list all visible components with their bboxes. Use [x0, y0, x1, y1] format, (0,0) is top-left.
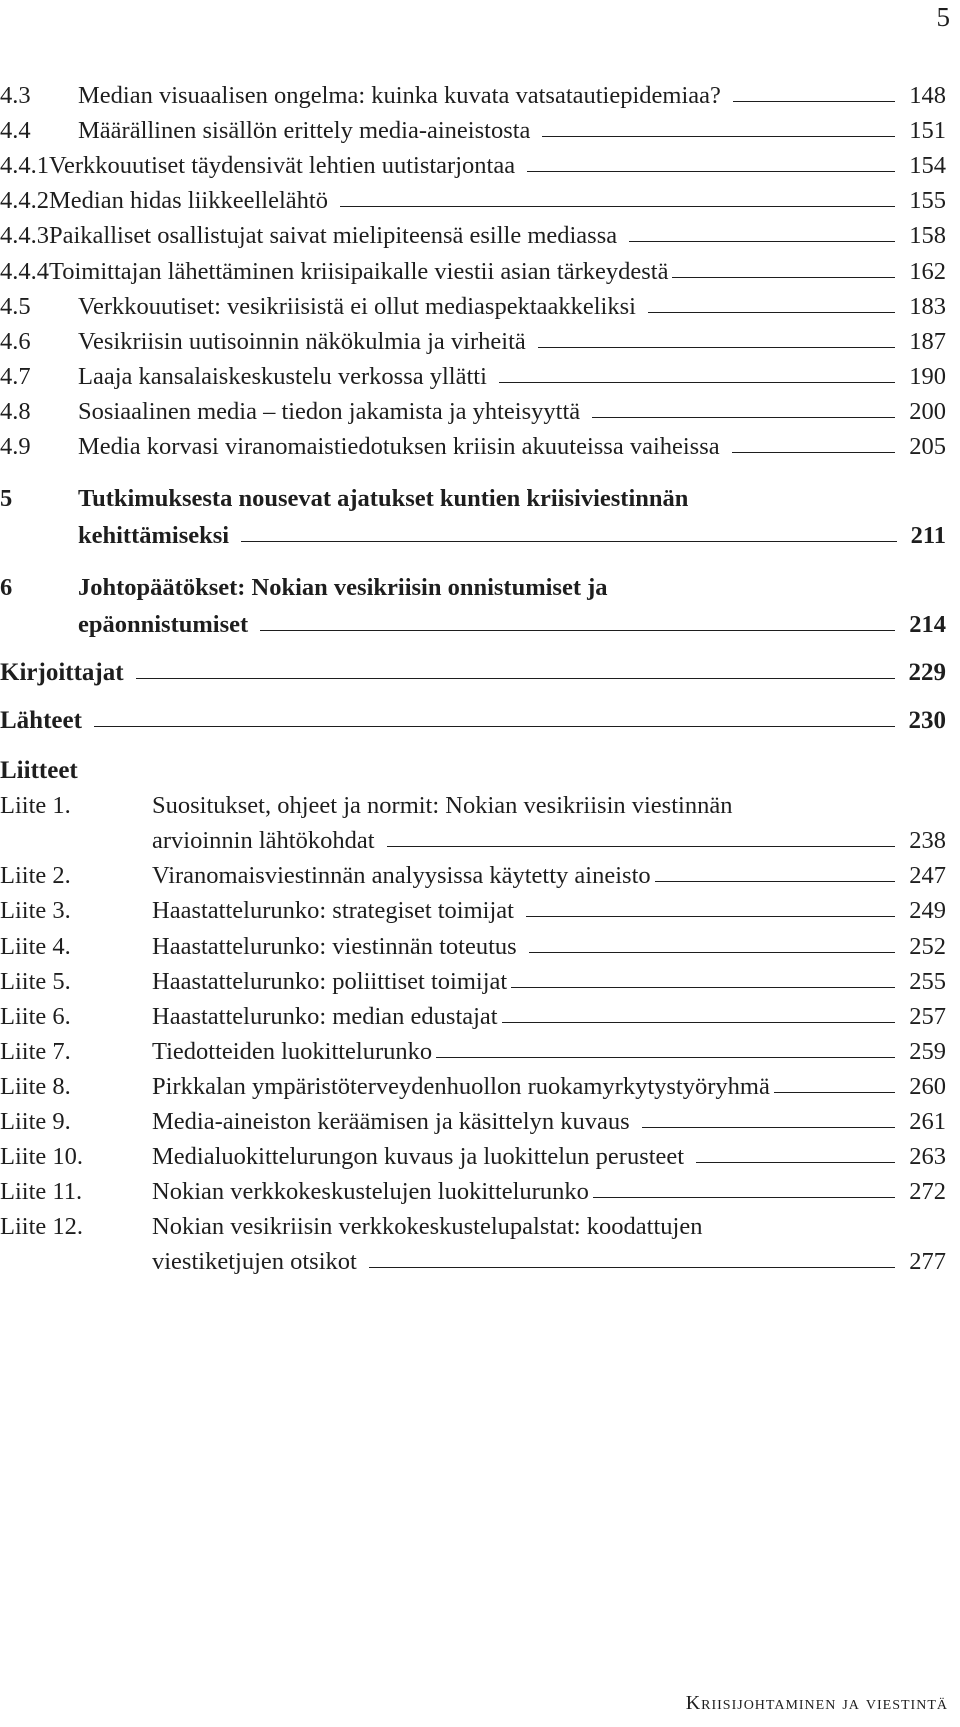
leader-line — [733, 101, 895, 102]
appendix-label: Liite 1. — [0, 792, 71, 820]
appendix-label: Liite 9. — [0, 1107, 71, 1135]
leader-line — [655, 881, 896, 882]
appendices-heading: Liitteet — [0, 757, 78, 785]
toc-appendix-11[interactable] — [0, 1171, 946, 1206]
entry-title: Median visuaalisen ongelma: kuinka kuvata vatsatautiepidemiaa? — [78, 82, 721, 110]
entry-number: 4.3 — [0, 82, 31, 110]
entry-page: 148 — [909, 82, 946, 110]
appendix-label: Liite 4. — [0, 932, 71, 960]
running-footer: Kriisijohtaminen ja viestintä — [685, 1692, 948, 1714]
entry-title: Lähteet — [0, 707, 82, 735]
entry-page: 214 — [909, 611, 946, 639]
leader-line — [260, 630, 895, 631]
toc-appendix-5[interactable] — [0, 961, 946, 996]
toc-entry-4-8[interactable] — [0, 391, 946, 426]
appendix-title: Haastattelurunko: poliittiset toimijat — [152, 967, 508, 995]
entry-page: 257 — [909, 1002, 946, 1030]
appendix-title: Haastattelurunko: viestinnän toteutus — [152, 932, 517, 960]
entry-page: 151 — [909, 117, 946, 145]
chapter-title-line1: Johtopäätökset: Nokian vesikriisin onnistumiset ja — [78, 574, 608, 602]
entry-page: 255 — [909, 967, 946, 995]
leader-line — [241, 541, 897, 542]
toc-entry-4-4-2[interactable] — [0, 180, 946, 215]
chapter-title-line2: epäonnistumiset — [78, 611, 249, 639]
appendix-title-line1: Nokian vesikriisin verkkokeskustelupalstat: koodattujen — [152, 1213, 703, 1241]
entry-number: 4.4.4 — [0, 257, 49, 285]
entry-title: Verkkouutiset täydensivät lehtien uutistarjontaa — [49, 152, 516, 180]
appendix-label: Liite 2. — [0, 862, 71, 890]
toc-entry-4-5[interactable] — [0, 286, 946, 321]
toc-entry-4-9[interactable] — [0, 426, 946, 461]
appendix-title: Haastattelurunko: median edustajat — [152, 1002, 498, 1030]
entry-title: Laaja kansalaiskeskustelu verkossa yllätti — [78, 362, 487, 390]
appendix-label: Liite 5. — [0, 967, 71, 995]
toc-appendix-12[interactable] — [0, 1206, 946, 1276]
toc-chapter-6[interactable] — [0, 562, 946, 639]
leader-line — [696, 1162, 895, 1163]
entry-page: 249 — [909, 897, 946, 925]
entry-page: 263 — [909, 1143, 946, 1171]
chapter-title-line2: kehittämiseksi — [78, 522, 230, 550]
entry-page: 162 — [909, 257, 946, 285]
entry-title: Määrällinen sisällön erittely media-aineistosta — [78, 117, 531, 145]
appendix-label: Liite 6. — [0, 1002, 71, 1030]
appendix-label: Liite 7. — [0, 1037, 71, 1065]
toc-entry-lahteet[interactable] — [0, 687, 946, 735]
toc-entry-4-7[interactable] — [0, 356, 946, 391]
appendix-label: Liite 10. — [0, 1143, 84, 1171]
appendix-title-line2: arvioinnin lähtökohdat — [152, 827, 375, 855]
entry-number: 4.8 — [0, 397, 31, 425]
toc-appendix-4[interactable] — [0, 925, 946, 960]
leader-line — [511, 987, 895, 988]
chapter-number: 5 — [0, 485, 13, 513]
leader-line — [369, 1267, 895, 1268]
entry-page: 187 — [909, 327, 946, 355]
entry-page: 158 — [909, 222, 946, 250]
toc-appendix-2[interactable] — [0, 855, 946, 890]
toc-appendix-10[interactable] — [0, 1136, 946, 1171]
entry-page: 155 — [909, 187, 946, 215]
entry-title: Kirjoittajat — [0, 659, 124, 687]
leader-line — [502, 1022, 896, 1023]
entry-number: 4.9 — [0, 433, 31, 461]
toc-entry-4-4[interactable] — [0, 110, 946, 145]
entry-number: 4.7 — [0, 362, 31, 390]
leader-line — [527, 171, 895, 172]
entry-page: 247 — [909, 862, 946, 890]
entry-page: 230 — [908, 707, 946, 735]
leader-line — [593, 1197, 895, 1198]
appendix-label: Liite 11. — [0, 1178, 83, 1206]
toc-chapter-5[interactable] — [0, 473, 946, 550]
leader-line — [672, 277, 895, 278]
entry-page: 211 — [910, 522, 946, 550]
entry-page: 229 — [908, 659, 946, 687]
toc-entry-4-4-1[interactable] — [0, 145, 946, 180]
entry-number: 4.4 — [0, 117, 31, 145]
entry-page: 260 — [909, 1072, 946, 1100]
leader-line — [774, 1092, 895, 1093]
toc-entry-4-4-4[interactable] — [0, 250, 946, 285]
toc-appendix-1[interactable] — [0, 785, 946, 855]
appendix-label: Liite 3. — [0, 897, 71, 925]
entry-page: 252 — [909, 932, 946, 960]
entry-page: 259 — [909, 1037, 946, 1065]
entry-title: Paikalliset osallistujat saivat mielipiteensä esille mediassa — [49, 222, 618, 250]
leader-line — [94, 726, 895, 727]
entry-number: 4.4.1 — [0, 152, 49, 180]
chapter-number: 6 — [0, 574, 13, 602]
entry-number: 4.4.3 — [0, 222, 49, 250]
leader-line — [542, 136, 895, 137]
leader-line — [340, 206, 895, 207]
leader-line — [642, 1127, 896, 1128]
toc-appendix-7[interactable] — [0, 1031, 946, 1066]
entry-title: Toimittajan lähettäminen kriisipaikalle viestii asian tärkeydestä — [49, 257, 669, 285]
appendix-title: Tiedotteiden luokittelurunko — [152, 1037, 433, 1065]
entry-title: Vesikriisin uutisoinnin näkökulmia ja virheitä — [78, 327, 526, 355]
leader-line — [732, 452, 896, 453]
entry-page: 277 — [909, 1248, 946, 1276]
leader-line — [529, 952, 896, 953]
leader-line — [592, 417, 895, 418]
toc-appendix-9[interactable] — [0, 1101, 946, 1136]
chapter-title-line1: Tutkimuksesta nousevat ajatukset kuntien kriisiviestinnän — [78, 485, 689, 513]
entry-number: 4.5 — [0, 292, 31, 320]
entry-page: 154 — [909, 152, 946, 180]
entry-number: 4.4.2 — [0, 187, 49, 215]
entry-page: 190 — [909, 362, 946, 390]
leader-line — [136, 678, 895, 679]
toc-entry-kirjoittajat[interactable] — [0, 639, 946, 687]
entry-page: 205 — [909, 433, 946, 461]
entry-title: Sosiaalinen media – tiedon jakamista ja yhteisyyttä — [78, 397, 581, 425]
leader-line — [526, 916, 895, 917]
toc-appendix-8[interactable] — [0, 1066, 946, 1101]
leader-line — [629, 241, 895, 242]
appendix-title: Viranomaisviestinnän analyysissa käytetty aineisto — [152, 862, 651, 890]
entry-page: 272 — [909, 1178, 946, 1206]
appendix-title-line1: Suositukset, ohjeet ja normit: Nokian vesikriisin viestinnän — [152, 792, 733, 820]
entry-page: 200 — [909, 397, 946, 425]
appendix-title: Nokian verkkokeskustelujen luokittelurunko — [152, 1178, 589, 1206]
entry-title: Median hidas liikkeellelähtö — [49, 187, 328, 215]
leader-line — [387, 846, 896, 847]
entry-number: 4.6 — [0, 327, 31, 355]
appendix-title: Media-aineiston keräämisen ja käsittelyn kuvaus — [152, 1107, 630, 1135]
page-number: 5 — [936, 2, 950, 32]
entry-title: Verkkouutiset: vesikriisistä ei ollut mediaspektaakkeliksi — [78, 292, 636, 320]
toc-entry-4-4-3[interactable] — [0, 215, 946, 250]
appendix-title-line2: viestiketjujen otsikot — [152, 1248, 357, 1276]
entry-page: 238 — [909, 827, 946, 855]
appendix-label: Liite 8. — [0, 1072, 71, 1100]
leader-line — [538, 347, 896, 348]
appendix-title: Medialuokittelurungon kuvaus ja luokittelun perusteet — [152, 1143, 685, 1171]
toc-entry-4-6[interactable] — [0, 321, 946, 356]
leader-line — [648, 312, 895, 313]
toc-appendix-6[interactable] — [0, 996, 946, 1031]
appendix-label: Liite 12. — [0, 1213, 84, 1241]
table-of-contents — [0, 75, 946, 1276]
appendix-title: Haastattelurunko: strategiset toimijat — [152, 897, 514, 925]
leader-line — [436, 1057, 895, 1058]
entry-title: Media korvasi viranomaistiedotuksen kriisin akuuteissa vaiheissa — [78, 433, 720, 461]
appendix-title: Pirkkalan ympäristöterveydenhuollon ruokamyrkytystyöryhmä — [152, 1072, 770, 1100]
entry-page: 183 — [909, 292, 946, 320]
toc-appendix-3[interactable] — [0, 890, 946, 925]
toc-entry-4-3[interactable] — [0, 75, 946, 110]
entry-page: 261 — [909, 1107, 946, 1135]
leader-line — [499, 382, 895, 383]
